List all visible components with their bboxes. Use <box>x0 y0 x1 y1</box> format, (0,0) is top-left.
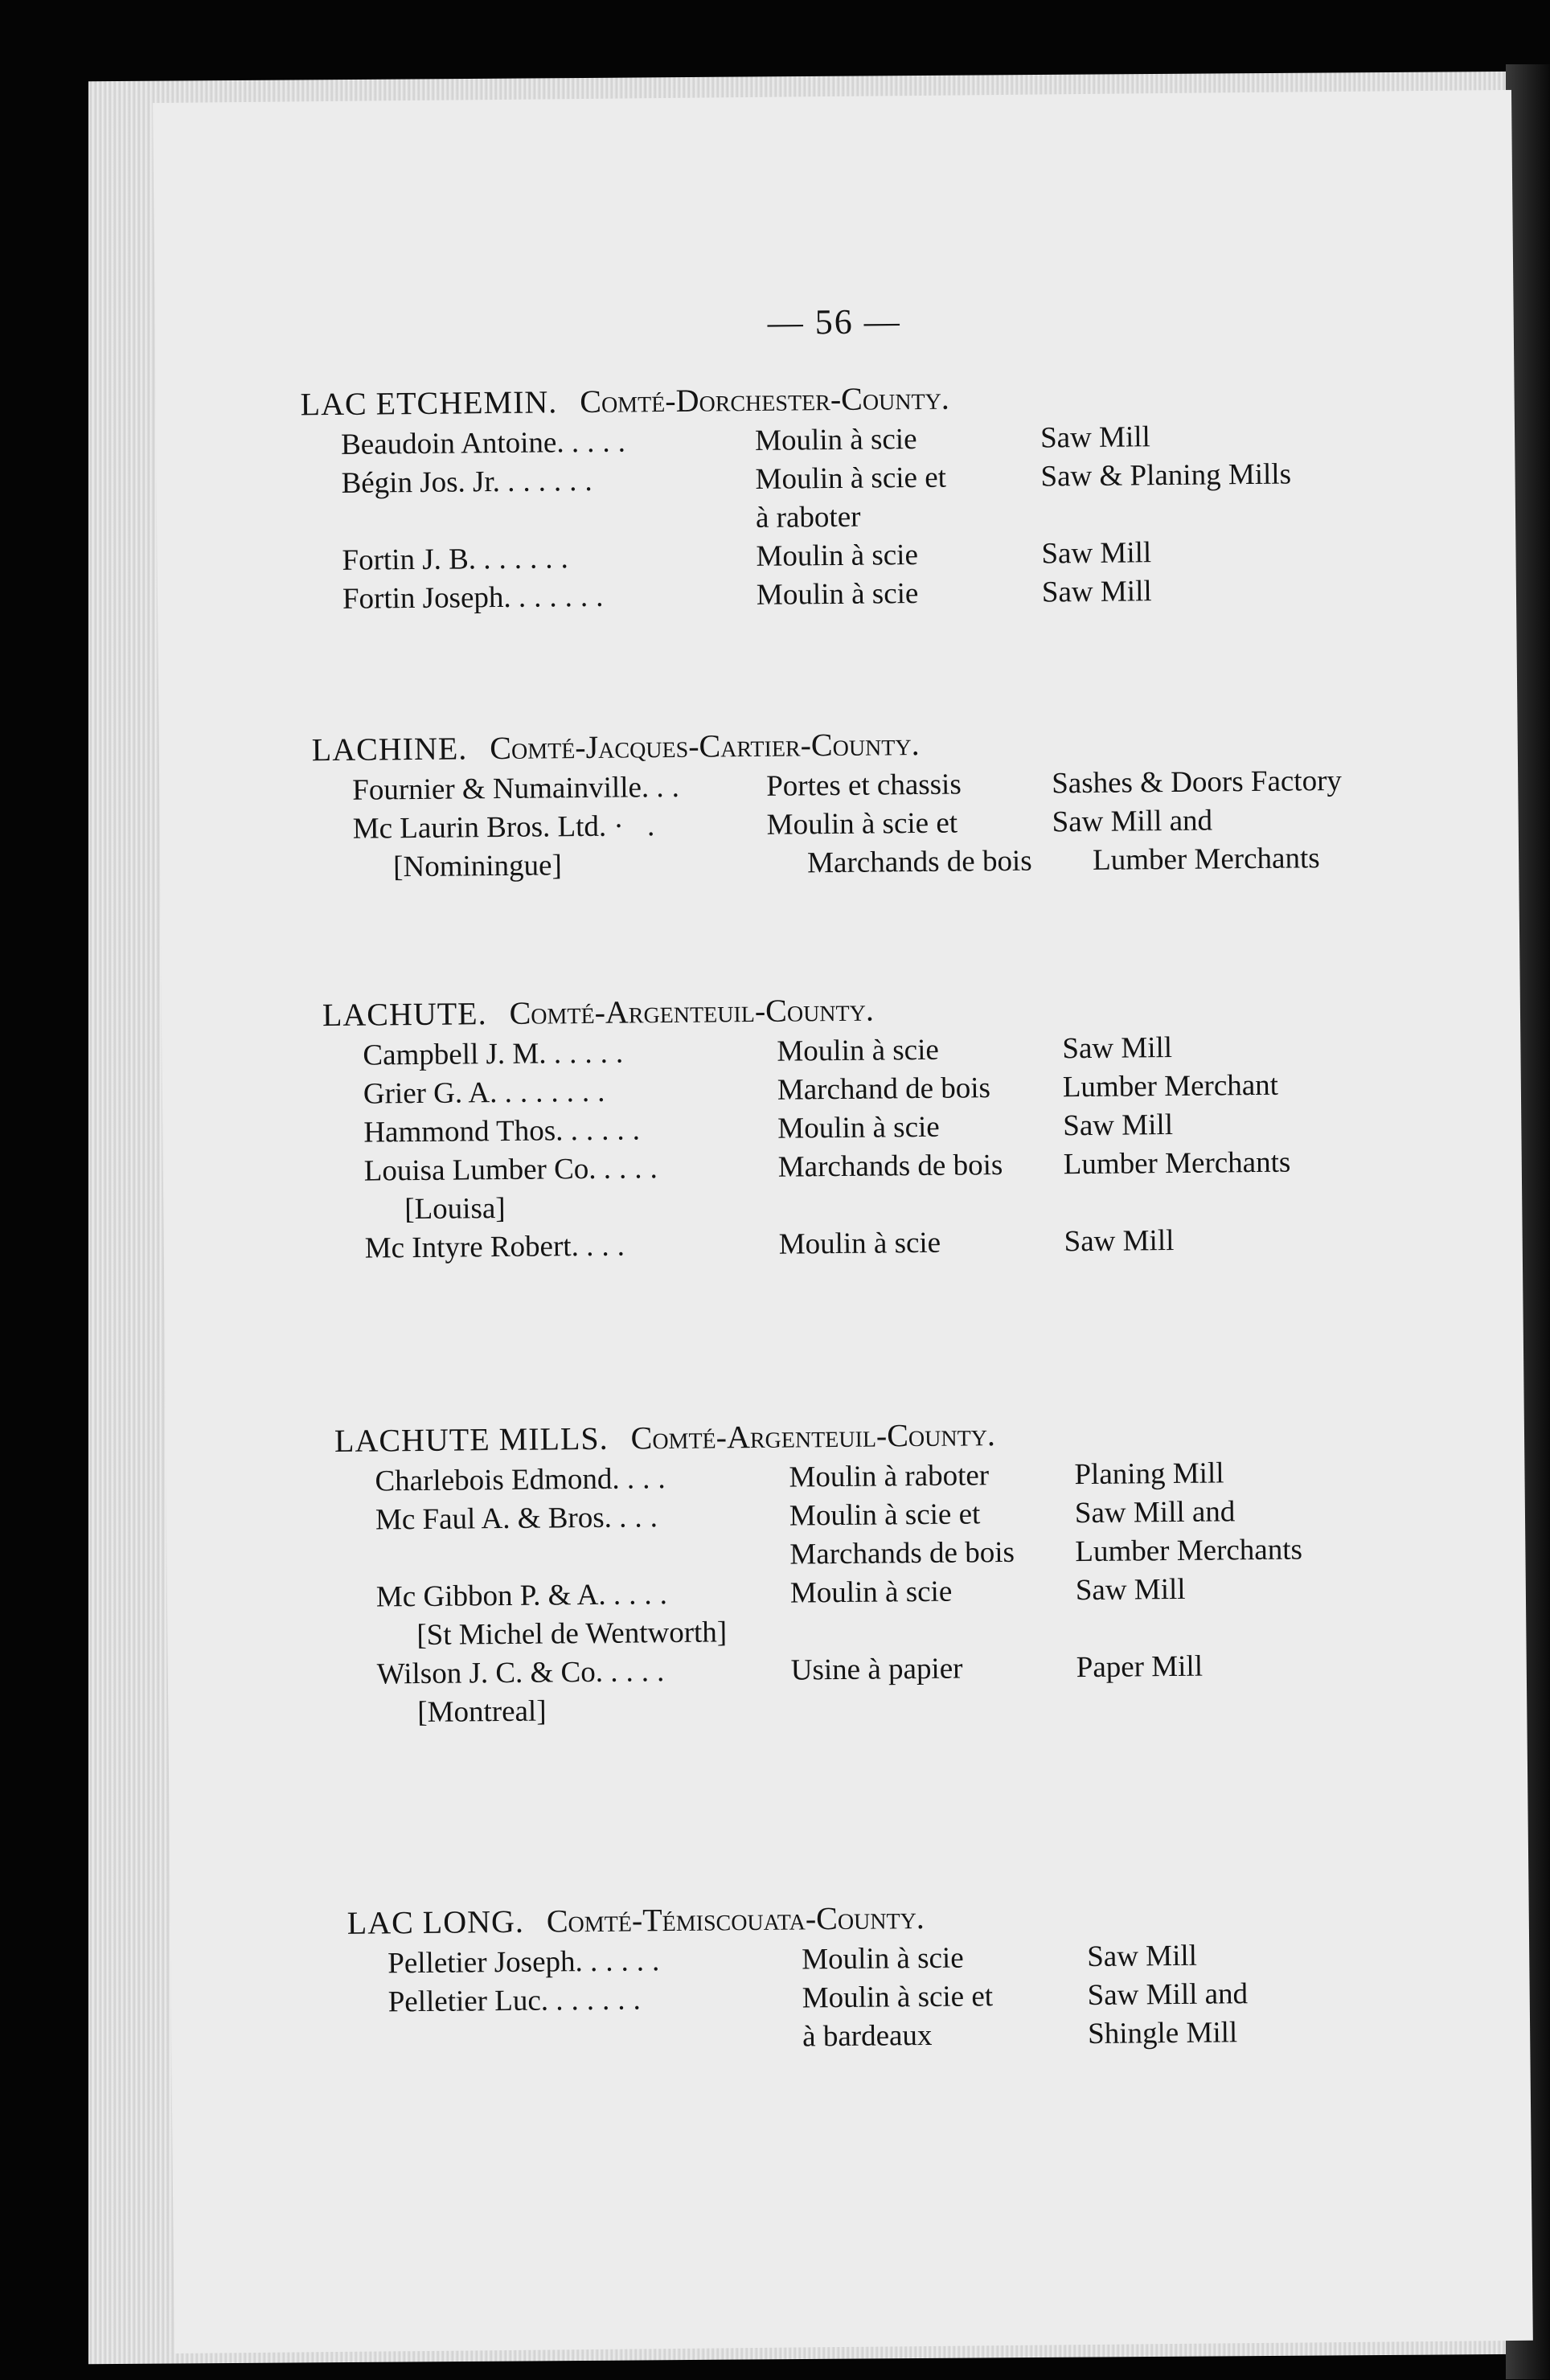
french-description: Moulin à scie et <box>802 1980 994 2015</box>
dot-leader: ..... <box>570 1113 649 1148</box>
english-description: Saw Mill <box>1087 1939 1198 1974</box>
english-description: Saw Mill <box>1075 1572 1186 1608</box>
french-description: Moulin à scie <box>778 1226 941 1261</box>
english-description: Planing Mill <box>1074 1456 1224 1492</box>
french-description <box>818 1184 1104 1225</box>
business-name: Beaudoin Antoine. .... <box>340 425 634 461</box>
page-number: — 56 — <box>767 301 901 342</box>
french-description: Portes et chassis <box>766 768 962 803</box>
french-description: Usine à papier <box>790 1652 963 1687</box>
business-name: Grier G. A. ....... <box>363 1075 613 1111</box>
english-description: Paper Mill <box>1076 1649 1204 1685</box>
french-description: Moulin à scie et <box>755 461 947 496</box>
dot-leader: ..... <box>589 1944 668 1978</box>
business-name: Wilson J. C. & Co. .... <box>376 1654 673 1691</box>
dot-leader: ....... <box>504 1075 613 1109</box>
english-description: Lumber Merchants <box>1075 1533 1303 1569</box>
english-description: Saw Mill <box>1063 1108 1174 1143</box>
book-page <box>153 90 1533 2353</box>
english-description: Lumber Merchants <box>1092 842 1320 877</box>
business-name: Campbell J. M. ..... <box>363 1036 632 1072</box>
dot-leader: ...... <box>483 542 576 576</box>
dot-leader: .. <box>656 770 688 805</box>
french-description: Moulin à scie <box>777 1110 940 1145</box>
french-description <box>830 1610 1116 1651</box>
business-name: [Louisa] <box>404 1191 506 1227</box>
business-name: Charlebois Edmond. ... <box>375 1461 674 1498</box>
dot-leader: ... <box>626 1461 674 1496</box>
french-description <box>831 1687 1117 1728</box>
english-description: Saw Mill <box>1041 536 1152 571</box>
business-name: Mc Intyre Robert. ... <box>364 1229 634 1265</box>
dot-leader: ...... <box>518 580 612 614</box>
business-name <box>348 2017 802 2060</box>
place-name: LACHUTE MILLS. <box>334 1419 609 1460</box>
section <box>347 1890 1550 2060</box>
section <box>334 1408 1544 1733</box>
french-description: Marchand de bois <box>777 1071 991 1107</box>
place-name: LACHUTE. <box>322 995 487 1034</box>
business-name: Mc Faul A. & Bros. ... <box>375 1501 666 1537</box>
french-description: à raboter <box>755 500 861 535</box>
english-description: Sashes & Doors Factory <box>1052 764 1343 801</box>
english-description: Saw Mill <box>1039 420 1151 455</box>
dot-leader: .... <box>613 1577 676 1612</box>
dot-leader: .... <box>571 425 634 460</box>
french-description: Moulin à raboter <box>789 1459 990 1494</box>
dot-leader: .... <box>610 1654 673 1689</box>
place-name: LAC ETCHEMIN. <box>300 383 558 423</box>
business-name: Pelletier Joseph. ..... <box>388 1944 668 1981</box>
business-name: Bégin Jos. Jr. ...... <box>341 464 601 500</box>
dot-leader: .... <box>603 1152 666 1186</box>
business-name: Mc Laurin Bros. Ltd. · . <box>352 809 663 846</box>
section <box>322 982 1531 1268</box>
business-name: Louisa Lumber Co. .... <box>363 1152 666 1188</box>
french-description: Moulin à scie <box>789 1575 953 1610</box>
county-name: Comté-Témiscouata-County. <box>546 1899 925 1940</box>
french-description: Moulin à scie <box>756 576 919 612</box>
business-name: Fournier & Numainville. .. <box>352 770 688 807</box>
french-description: Marchands de bois <box>806 844 1032 880</box>
dot-leader: ...... <box>506 464 601 498</box>
business-name: Fortin J. B. ...... <box>342 542 576 577</box>
english-description: Saw Mill <box>1064 1223 1175 1259</box>
county-name: Comté-Jacques-Cartier-County. <box>490 725 920 767</box>
dot-leader: ... <box>585 1229 634 1264</box>
french-description: Moulin à scie et <box>789 1497 981 1533</box>
county-name: Comté-Argenteuil-County. <box>509 991 875 1031</box>
dot-leader: · . <box>613 809 663 843</box>
county-name: Comté-Argenteuil-County. <box>630 1416 996 1456</box>
section <box>312 717 1519 887</box>
section <box>300 371 1508 619</box>
business-name <box>301 499 756 542</box>
french-description: Moulin à scie <box>777 1033 939 1068</box>
english-description: Saw Mill and <box>1074 1495 1236 1530</box>
english-description: Saw Mill and <box>1087 1977 1249 2013</box>
english-description: Saw Mill <box>1041 575 1152 609</box>
english-description: Saw Mill <box>1062 1030 1173 1066</box>
french-description: Moulin à scie et <box>766 806 958 842</box>
english-description: Shingle Mill <box>1087 2016 1238 2051</box>
business-name: Fortin Joseph. ...... <box>342 580 612 616</box>
english-description: Lumber Merchant <box>1062 1068 1279 1104</box>
business-name: Hammond Thos. ..... <box>363 1113 649 1149</box>
french-description: Marchands de bois <box>777 1149 1003 1184</box>
business-name: [St Michel de Wentworth] <box>416 1616 728 1653</box>
english-description: Lumber Merchants <box>1063 1145 1291 1182</box>
english-description: Saw Mill and <box>1052 804 1213 839</box>
business-name: Mc Gibbon P. & A. .... <box>375 1577 676 1614</box>
dot-leader: ..... <box>553 1036 632 1071</box>
business-name: [Nominingue] <box>392 849 562 884</box>
french-description: à bardeaux <box>802 2018 933 2054</box>
dot-leader: ...... <box>556 1983 649 2017</box>
business-name: [Montreal] <box>417 1694 547 1730</box>
place-name: LAC LONG. <box>346 1903 525 1941</box>
county-name: Comté-Dorchester-County. <box>580 379 950 420</box>
business-name: Pelletier Luc. ...... <box>388 1983 649 2019</box>
french-description: Moulin à scie <box>756 539 919 573</box>
business-name <box>335 1536 789 1579</box>
english-description: Saw & Planing Mills <box>1040 457 1292 494</box>
dot-leader: ... <box>618 1501 666 1534</box>
french-description: Moulin à scie <box>802 1941 964 1977</box>
french-description: Moulin à scie <box>754 423 917 457</box>
place-name: LACHINE. <box>311 730 468 768</box>
french-description: Marchands de bois <box>789 1535 1015 1571</box>
